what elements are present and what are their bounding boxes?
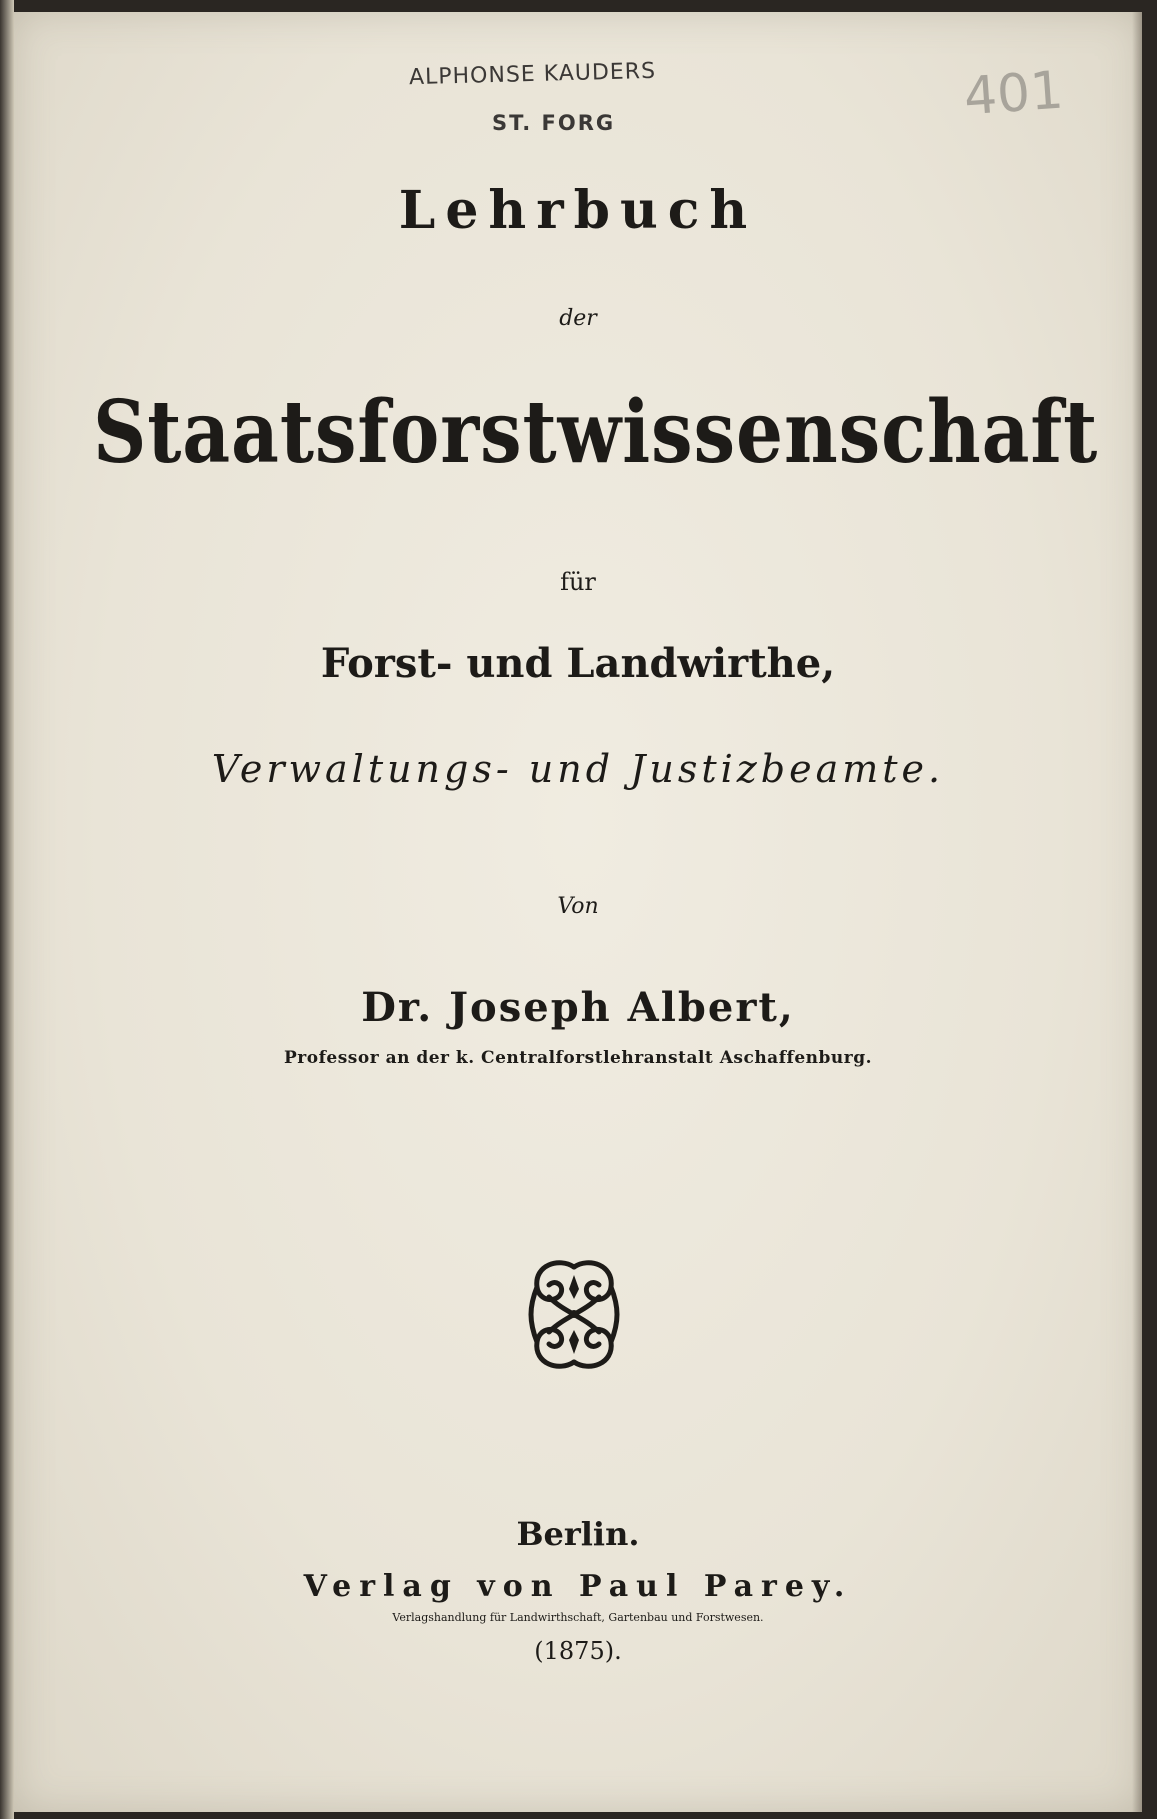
imprint-publisher-note: Verlagshandlung für Landwirthschaft, Gartenbau und Forstwesen. (392, 1611, 764, 1624)
title-fuer: für (560, 568, 596, 596)
title-der: der (559, 306, 597, 331)
author-name: Dr. Joseph Albert, (361, 984, 795, 1031)
title-lehrbuch: Lehrbuch (398, 180, 758, 241)
imprint-year: (1875). (534, 1637, 622, 1665)
subtitle-audience-2: Verwaltungs- und Justizbeamte. (211, 747, 945, 791)
main-title: Staatsforstwissenschaft (92, 382, 1099, 483)
author-affiliation: Professor an der k. Centralforstlehranstalt Aschaffenburg. (284, 1048, 872, 1068)
subtitle-audience-1: Forst- und Landwirthe, (320, 640, 836, 687)
binding-edge (0, 0, 14, 1819)
owner-stamp-line2: ST. FORG (492, 111, 616, 135)
owner-stamp-line1: ALPHONSE KAUDERS (408, 58, 657, 91)
author-by: Von (557, 894, 599, 919)
imprint-city: Berlin. (516, 1515, 640, 1553)
title-page (14, 12, 1142, 1812)
fleuron-ornament-icon (519, 1257, 629, 1372)
imprint-publisher: Verlag von Paul Parey. (303, 1569, 853, 1604)
pencil-mark: 401 (962, 60, 1066, 128)
